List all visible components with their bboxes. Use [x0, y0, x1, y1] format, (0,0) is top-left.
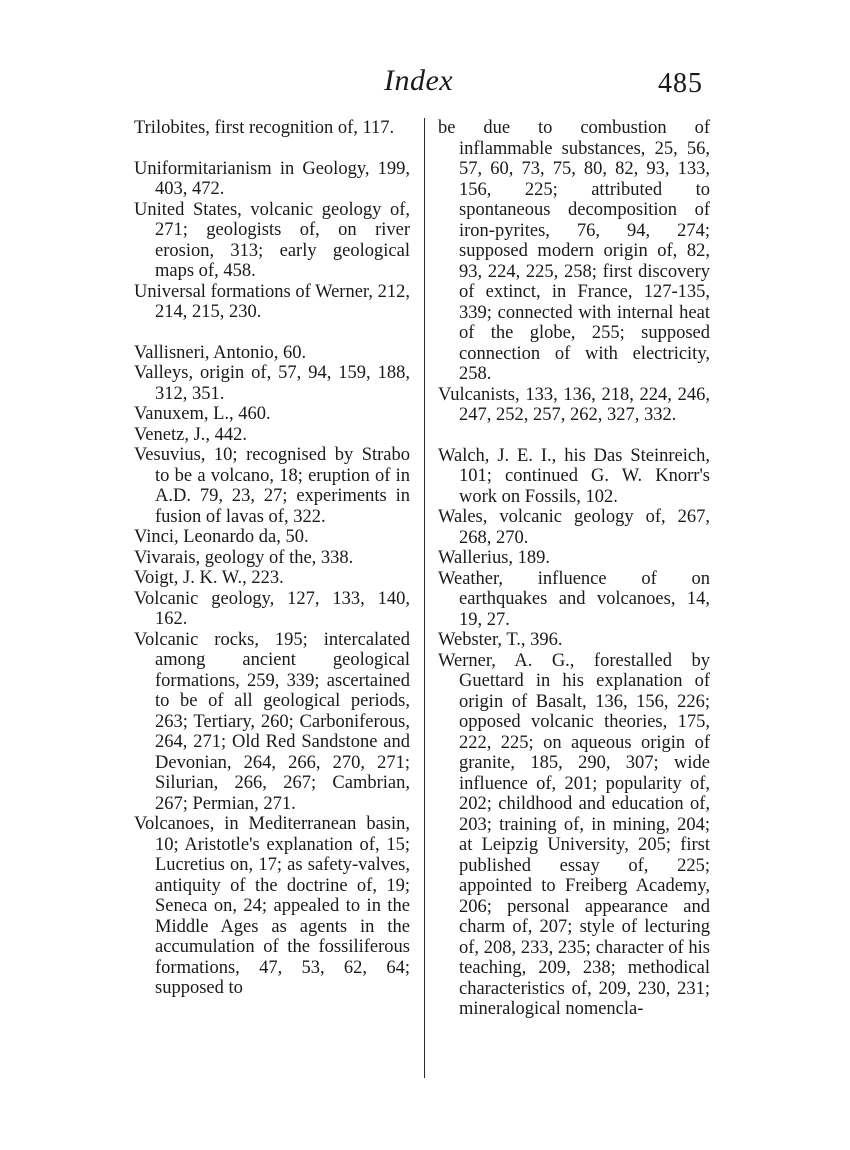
- index-entry: Vinci, Leonardo da, 50.: [134, 527, 309, 547]
- index-entry: Universal formations of Werner, 212, 214, 215, 230.: [134, 281, 410, 322]
- running-title: Index: [384, 64, 454, 97]
- right-column: [438, 118, 710, 1020]
- index-entry: Vesuvius, 10; recognised by Strabo to be a volcano, 18; eruption of in A.D. 79, 23, 27; experiments in fusion of lavas of, 322.: [134, 445, 410, 527]
- index-entry: Webster, T., 396.: [438, 630, 563, 650]
- page-number: 485: [658, 68, 703, 99]
- index-entry: Volcanic rocks, 195; intercalated among ancient geological formations, 259, 339; ascertained to be of all geological periods, 263; Tertiary, 260; Carboniferous, 264, 271; Old Red Sandstone and Devonian, 264, 266, 270, 271; Silurian, 266, 267; Cambrian, 267; Permian, 271.: [134, 629, 410, 814]
- index-entry: Volcanoes, in Mediterranean basin, 10; Aristotle's explanation of, 15; Lucretius on, 17; as safety-valves, antiquity of the doctrine of, 19; Seneca on, 24; appealed to in the Middle Ages as agents in the accumulation of the fossiliferous formations, 47, 53, 62, 64; supposed to: [134, 814, 410, 998]
- index-entry: Wallerius, 189.: [438, 548, 551, 568]
- column-divider: [424, 118, 425, 1078]
- index-entry: Weather, influence of on earthquakes and volcanoes, 14, 19, 27.: [438, 568, 710, 630]
- index-entry: Vulcanists, 133, 136, 218, 224, 246, 247, 252, 257, 262, 327, 332.: [438, 384, 710, 425]
- index-entry: be due to combustion of inflammable substances, 25, 56, 57, 60, 73, 75, 80, 82, 93, 133, 156, 225; attributed to spontaneous decomposition of iron-pyrites, 76, 94, 274; supposed modern origin of, 82, 93, 224, 225, 258; first discovery of extinct, in France, 127-135, 339; connected with internal heat of the globe, 255; supposed connection of with electricity, 258.: [438, 118, 710, 384]
- index-entry: Valleys, origin of, 57, 94, 159, 188, 312, 351.: [134, 363, 410, 404]
- index-entry: United States, volcanic geology of, 271; geologists of, on river erosion, 313; early geological maps of, 458.: [134, 199, 410, 281]
- index-entry: Vanuxem, L., 460.: [134, 404, 271, 424]
- index-entry: Voigt, J. K. W., 223.: [134, 568, 284, 588]
- index-entry: Trilobites, first recognition of, 117.: [134, 118, 395, 138]
- index-entry: Werner, A. G., forestalled by Guettard in his explanation of origin of Basalt, 136, 156, 226; opposed volcanic theories, 175, 222, 225; on aqueous origin of granite, 185, 290, 307; wide influence of, 201; popularity of, 202; childhood and education of, 203; training of, in mining, 204; at Leipzig University, 205; first published essay of, 225; appointed to Freiberg Academy, 206; personal appearance and charm of, 207; style of lecturing of, 208, 233, 235; character of his teaching, 209, 238; methodical characteristics of, 209, 230, 231; mineralogical nomencla-: [438, 650, 710, 1019]
- index-entry: Wales, volcanic geology of, 267, 268, 270.: [438, 507, 710, 548]
- index-entry: Walch, J. E. I., his Das Steinreich, 101; continued G. W. Knorr's work on Fossils, 102.: [438, 445, 710, 507]
- index-entry: Vallisneri, Antonio, 60.: [134, 342, 307, 363]
- index-entry: Vivarais, geology of the, 338.: [134, 547, 354, 568]
- index-entry: Volcanic geology, 127, 133, 140, 162.: [134, 588, 410, 629]
- index-entry: Uniformitarianism in Geology, 199, 403, 472.: [134, 158, 410, 199]
- index-entry: Venetz, J., 442.: [134, 424, 248, 445]
- left-column: [134, 118, 410, 999]
